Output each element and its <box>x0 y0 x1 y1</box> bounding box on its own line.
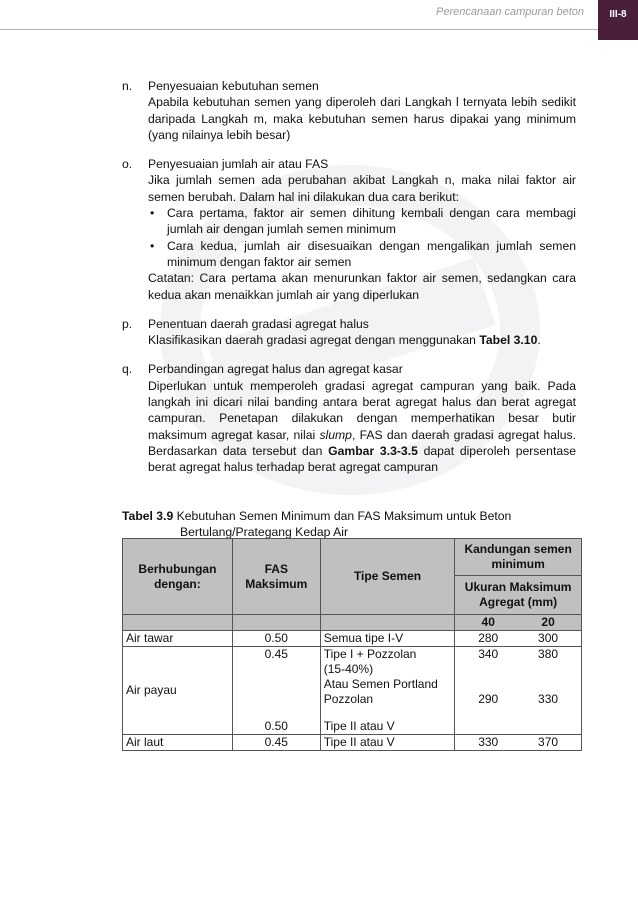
section-heading: Perbandingan agregat halus dan agregat kasar <box>148 362 403 377</box>
section-n <box>122 78 576 143</box>
list-item: • Cara kedua, jumlah air disesuaikan dengan mengalikan jumlah semen minimum dengan faktor air semen <box>150 238 576 269</box>
table-reference: Tabel 3.10 <box>479 333 538 348</box>
header-title: Perencanaan campuran beton <box>436 6 584 18</box>
section-letter: p. <box>122 316 133 331</box>
section-q <box>122 361 576 475</box>
bullet-icon: • <box>150 206 155 221</box>
table-label: Tabel 3.9 <box>122 509 174 523</box>
column-header: Kandungan semen minimum <box>455 539 582 576</box>
bullet-icon: • <box>150 238 155 253</box>
section-o <box>122 156 576 303</box>
section-body: Jika jumlah semen ada perubahan akibat Langkah n, maka nilai faktor air semen berubah. Dalam hal ini dilakukan dua cara berikut: <box>148 173 576 204</box>
table-caption: Tabel 3.9 Kebutuhan Semen Minimum dan FAS Maksimum untuk Beton Bertulang/Prategang Kedap Air <box>122 509 512 539</box>
header-divider <box>0 29 598 30</box>
column-header: Tipe Semen <box>320 539 455 615</box>
table-header-row <box>123 539 582 576</box>
section-heading: Penyesuaian kebutuhan semen <box>148 79 319 93</box>
bullet-list <box>148 205 576 270</box>
table-row: Air laut 0.45 Tipe II atau V 330 370 <box>123 735 582 751</box>
section-note: Catatan: Cara pertama akan menurunkan faktor air semen, sedangkan cara kedua akan menaikkan jumlah air yang diperlukan <box>148 271 576 302</box>
page-number: III-8 <box>598 0 638 40</box>
section-letter: o. <box>122 157 133 172</box>
column-subheader: Ukuran Maksimum Agregat (mm) <box>455 576 582 615</box>
document-body <box>122 78 576 489</box>
slump-term: slump <box>319 427 352 442</box>
section-letter: n. <box>122 79 133 93</box>
column-header: Berhubungan dengan: <box>123 539 233 615</box>
table-row: Air payau 0.45 Tipe I + Pozzolan 340 380 <box>123 647 582 663</box>
section-body: Klasifikasikan daerah gradasi agregat dengan menggunakan Tabel 3.10. <box>148 333 541 348</box>
figure-reference: Gambar 3.3-3.5 <box>328 443 418 458</box>
cement-requirement-table: Berhubungan dengan: FAS Maksimum Tipe Semen Kandungan semen minimum Ukuran Maksimum Agregat (mm) 40 20 Air tawar 0.50 Semua tipe I-V 280 300 Air payau 0.45 Tipe I + Pozzolan 340 380 (15-40%) Atau Semen Portland Pozzolan 290 330 0.50 Tipe II atau V Air laut 0.45 Tipe II atau V 330 370 <box>122 538 582 751</box>
section-body: Apabila kebutuhan semen yang diperoleh dari Langkah l ternyata lebih sedikit daripada Langkah m, maka kebutuhan semen harus dipakai yang minimum (yang nilainya lebih besar) <box>148 95 576 142</box>
section-heading: Penyesuaian jumlah air atau FAS <box>148 157 329 172</box>
section-body: Diperlukan untuk memperoleh gradasi agregat campuran yang baik. Pada langkah ini dicari nilai banding antara berat agregat halus dan berat agregat campuran. Penetapan dilakukan dengan memperhatikan besar butir maksimum agregat kasar, nilai slump, FAS dan daerah gradasi agregat halus. Berdasarkan data tersebut dan Gambar 3.3-3.5 dapat diperoleh persentase berat agregat halus terhadap berat agregat campuran <box>148 378 576 475</box>
list-item: • Cara pertama, faktor air semen dihitung kembali dengan cara membagi jumlah air dengan jumlah semen minimum <box>150 206 576 237</box>
section-heading: Penentuan daerah gradasi agregat halus <box>148 316 369 331</box>
section-letter: q. <box>122 362 133 377</box>
section-p <box>122 316 576 349</box>
table-subheader-row: 40 20 <box>123 615 582 631</box>
table-row: Air tawar 0.50 Semua tipe I-V 280 300 <box>123 631 582 647</box>
column-header: FAS Maksimum <box>232 539 320 615</box>
